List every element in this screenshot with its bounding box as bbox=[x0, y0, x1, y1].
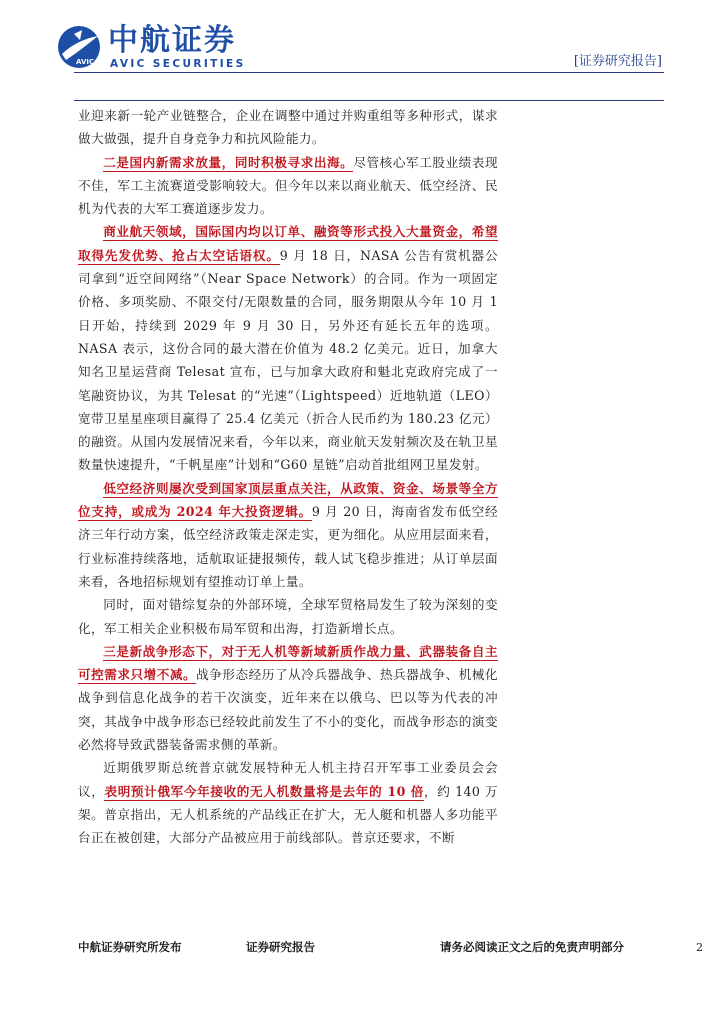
highlight-domestic-demand: 二是国内新需求放量，同时积极寻求出海。 bbox=[103, 154, 354, 170]
paragraph-2-text: 尽管核心军工股业绩表现不佳，军工主流赛道受影响较大。但今年以来以商业航天、低空经济、民机为代表的大军工赛道逐步发力。 bbox=[78, 154, 498, 217]
logo-english-name: AVIC SECURITIES bbox=[110, 58, 246, 70]
logo-chinese-name: 中航证券 bbox=[108, 23, 236, 58]
paragraph-4-text: 9 月 20 日，海南省发布低空经济三年行动方案，低空经济政策走深走实，更为细化。从应用层面来看，行业标准持续落地，适航取证捷报频传，载人试飞稳步推进；从订单层面来看，各地招标规划有望推动订单上量。 bbox=[78, 504, 498, 589]
paragraph-5 bbox=[78, 593, 498, 640]
paragraph-7 bbox=[78, 756, 498, 849]
header-divider bbox=[74, 72, 664, 73]
paragraph-5-text: 同时，面对错综复杂的外部环境，全球军贸格局发生了较为深刻的变化，军工相关企业积极布局军贸和出海，打造新增长点。 bbox=[78, 597, 498, 636]
report-type-tag: [证券研究报告] bbox=[573, 54, 662, 69]
paragraph-3 bbox=[78, 220, 498, 476]
avic-logo-icon bbox=[56, 24, 102, 70]
page-footer bbox=[0, 935, 724, 965]
highlight-low-altitude-economy: 低空经济则屡次受到国家顶层重点关注，从政策、资金、场景等全方位支持，或成为 2024 年大投资逻辑。 bbox=[78, 480, 498, 520]
paragraph-1-text: 业迎来新一轮产业链整合，企业在调整中通过并购重组等多种形式，谋求做大做强，提升自身竞争力和抗风险能力。 bbox=[78, 108, 498, 147]
paragraph-7-intro: 近期俄罗斯总统普京就发展特种无人机主持召开军事工业委员会会议， bbox=[78, 760, 498, 799]
page-header bbox=[0, 0, 724, 100]
footer-disclaimer-note: 请务必阅读正文之后的免责声明部分 bbox=[440, 940, 624, 954]
paragraph-4 bbox=[78, 477, 498, 593]
company-logo bbox=[56, 24, 256, 72]
paragraph-6-text: 战争形态经历了从冷兵器战争、热兵器战争、机械化战争到信息化战争的若干次演变，近年来在以俄乌、巴以等为代表的冲突，其战争中战争形态已经较此前发生了不小的变化，而战争形态的演变必然将导致武器装备需求侧的革新。 bbox=[78, 667, 498, 753]
content-top-divider bbox=[74, 100, 664, 101]
highlight-new-warfare: 三是新战争形态下，对于无人机等新域新质作战力量、武器装备自主可控需求只增不减。 bbox=[78, 643, 498, 683]
paragraph-3-text: 9 月 18 日，NASA 公告有赏机器公司拿到“近空间网络”（Near Space Network）的合同。作为一项固定价格、多项奖励、不限交付/无限数量的合同，服务期限从今年 10 月 1 日开始，持续到 2029 年 9 月 30 日，另外还有延长五年的选项。NASA 表示，这份合同的最大潜在价值为 48.2 亿美元。近日，加拿大知名卫星运营商 Telesat 宣布，已与加拿大政府和魁北克政府完成了一笔融资协议，为其 Telesat 的“光速”（Lightspeed）近地轨道（LEO）宽带卫星星座项目赢得了 25.4 亿美元（折合人民币约为 180.23 亿元）的融资。从国内发展情况来看，今年以来，商业航天发射频次及在轨卫星数量快速提升，“千帆星座”计划和“G60 星链”启动首批组网卫星发射。 bbox=[78, 247, 498, 473]
footer-publisher: 中航证券研究所发布 bbox=[78, 940, 182, 954]
highlight-commercial-space: 商业航天领域，国际国内均以订单、融资等形式投入大量资金，希望取得先发优势、抢占太空话语权。 bbox=[78, 224, 498, 263]
svg-text:AVIC: AVIC bbox=[76, 58, 95, 66]
paragraph-1 bbox=[78, 104, 498, 151]
highlight-drone-volume: 表明预计俄军今年接收的无人机数量将是去年的 10 倍 bbox=[104, 783, 424, 799]
page-number: 2 bbox=[696, 941, 703, 954]
paragraph-7-text: ，约 140 万架。普京指出，无人机系统的产品线正在扩大，无人艇和机器人多功能平台正在被创建，大部分产品被应用于前线部队。普京还要求，不断 bbox=[78, 783, 498, 846]
paragraph-6 bbox=[78, 640, 498, 756]
paragraph-2 bbox=[78, 151, 498, 221]
report-body bbox=[78, 104, 498, 850]
footer-report-type: 证券研究报告 bbox=[246, 940, 315, 954]
